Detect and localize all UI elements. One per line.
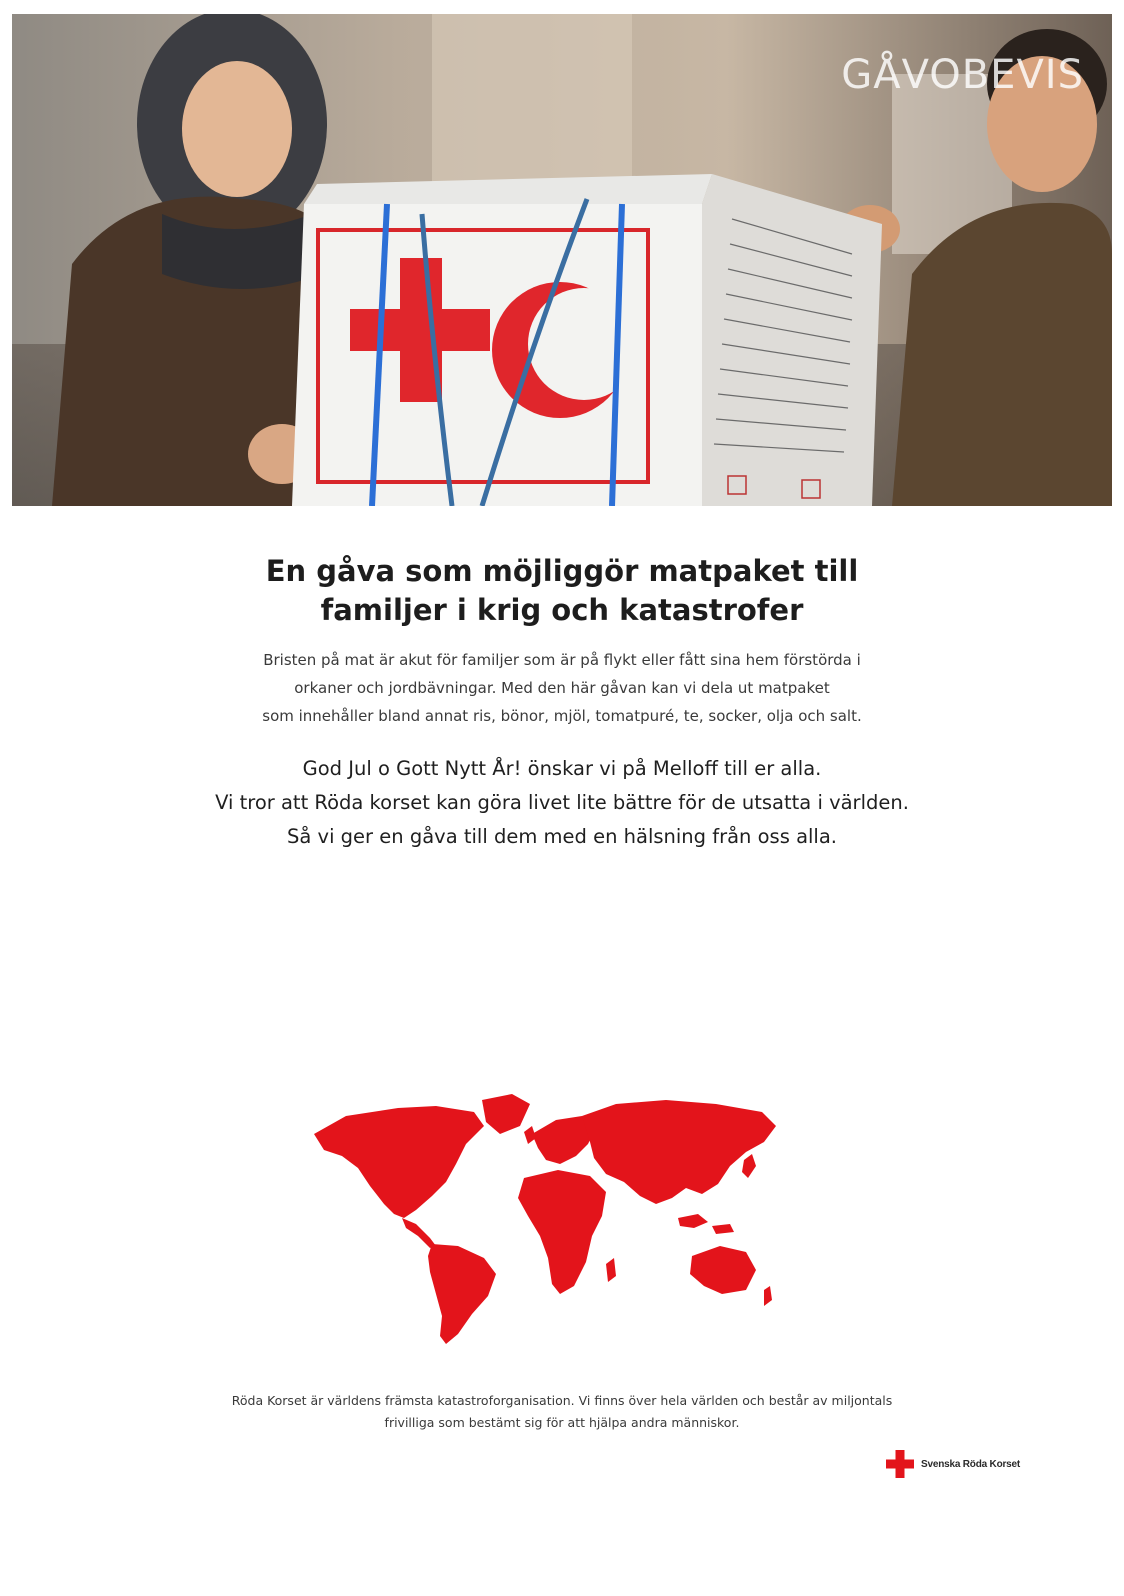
world-map-icon (306, 1086, 784, 1348)
headline-line: En gåva som möjliggör matpaket till (265, 554, 859, 588)
intro-line: som innehåller bland annat ris, bönor, mjöl, tomatpuré, te, socker, olja och salt. (262, 707, 862, 725)
footer-line: frivilliga som bestämt sig för att hjälpa andra människor. (384, 1415, 740, 1430)
intro-paragraph (150, 646, 974, 730)
greeting-line: Så vi ger en gåva till dem med en hälsning från oss alla. (287, 825, 837, 848)
greeting-line: Vi tror att Röda korset kan göra livet lite bättre för de utsatta i världen. (215, 791, 909, 814)
intro-line: orkaner och jordbävningar. Med den här gåvan kan vi dela ut matpaket (294, 679, 830, 697)
hero-photo (12, 14, 1112, 506)
red-cross-logo (886, 1450, 1020, 1478)
headline (120, 552, 1004, 630)
footer-line: Röda Korset är världens främsta katastroforganisation. Vi finns över hela världen och består av miljontals (231, 1393, 893, 1408)
food-box (292, 174, 882, 506)
certificate-title: GÅVOBEVIS (841, 52, 1084, 98)
greeting-line: God Jul o Gott Nytt År! önskar vi på Melloff till er alla. (302, 757, 822, 780)
world-map-svg (306, 1086, 784, 1348)
logo-text: Svenska Röda Korset (921, 1458, 1021, 1470)
headline-line: familjer i krig och katastrofer (320, 593, 804, 627)
intro-line: Bristen på mat är akut för familjer som är på flykt eller fått sina hem förstörda i (263, 651, 861, 669)
footer-text (150, 1390, 974, 1434)
greeting-message (120, 752, 1004, 854)
red-cross-icon (886, 1450, 914, 1478)
